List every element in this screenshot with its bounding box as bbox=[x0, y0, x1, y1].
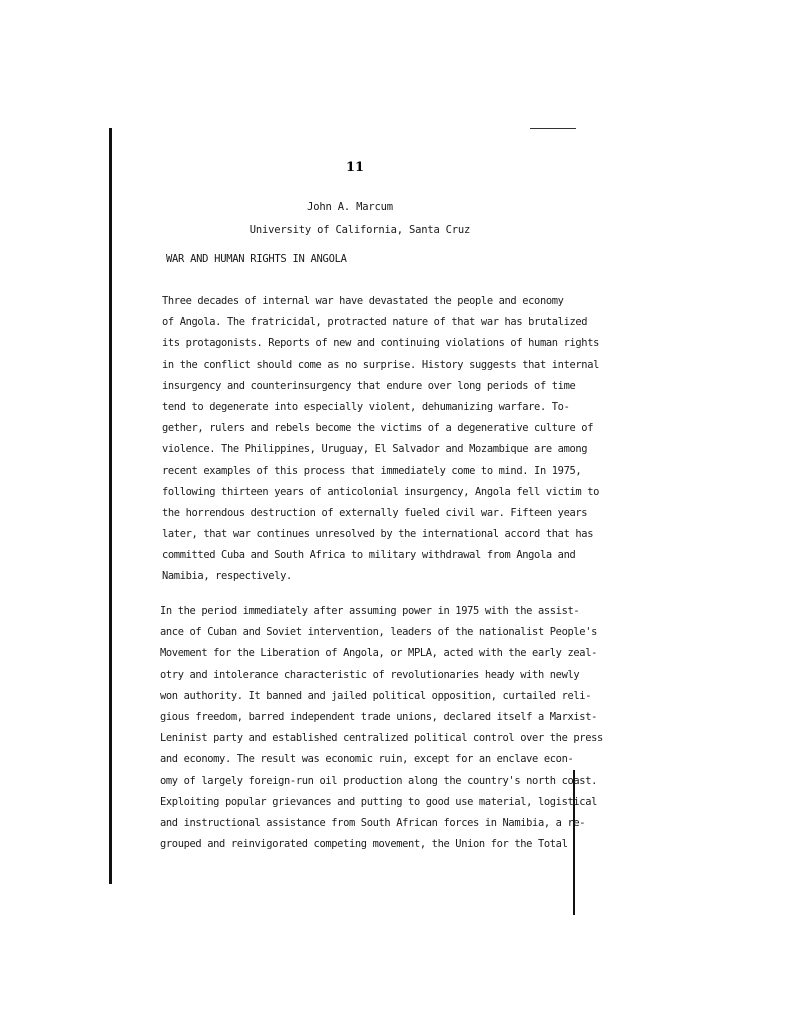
text-line: the horrendous destruction of externally fueled civil war. Fifteen years bbox=[162, 506, 588, 519]
text-line: Namibia, respectively. bbox=[162, 570, 292, 583]
scan-mark-top bbox=[530, 128, 576, 129]
body-paragraph-2 bbox=[160, 601, 603, 855]
text-line: violence. The Philippines, Uruguay, El Salvador and Mozambique are among bbox=[162, 443, 588, 456]
document-title: WAR AND HUMAN RIGHTS IN ANGOLA bbox=[166, 253, 347, 265]
author-name: John A. Marcum bbox=[307, 201, 393, 213]
text-line: committed Cuba and South Africa to military withdrawal from Angola and bbox=[162, 549, 576, 562]
text-line: tend to degenerate into especially violent, dehumanizing warfare. To- bbox=[162, 400, 570, 413]
text-line: its protagonists. Reports of new and continuing violations of human rights bbox=[162, 337, 600, 350]
text-line: Exploiting popular grievances and putting to good use material, logistical bbox=[160, 795, 598, 808]
text-line: in the conflict should come as no surprise. History suggests that internal bbox=[162, 358, 600, 371]
author-affiliation: University of California, Santa Cruz bbox=[249, 224, 471, 236]
text-line: later, that war continues unresolved by the international accord that has bbox=[162, 528, 594, 541]
text-line: otry and intolerance characteristic of revolutionaries heady with newly bbox=[160, 668, 580, 681]
text-line: Movement for the Liberation of Angola, or MPLA, acted with the early zeal- bbox=[160, 647, 598, 660]
text-line: omy of largely foreign-run oil production along the country's north coast. bbox=[160, 774, 598, 787]
text-line: grouped and reinvigorated competing movement, the Union for the Total bbox=[160, 838, 568, 851]
text-line: insurgency and counterinsurgency that endure over long periods of time bbox=[162, 379, 576, 392]
text-line: and economy. The result was economic ruin, except for an enclave econ- bbox=[160, 753, 574, 766]
text-line: recent examples of this process that immediately come to mind. In 1975, bbox=[162, 464, 582, 477]
text-line: In the period immediately after assuming power in 1975 with the assist- bbox=[160, 605, 580, 617]
page-number: 11 bbox=[345, 160, 365, 175]
text-line: won authority. It banned and jailed political opposition, curtailed reli- bbox=[160, 689, 592, 702]
text-line: and instructional assistance from South African forces in Namibia, a re- bbox=[160, 816, 586, 829]
text-line: gious freedom, barred independent trade unions, declared itself a Marxist- bbox=[160, 710, 598, 723]
text-line: ance of Cuban and Soviet intervention, leaders of the nationalist People's bbox=[160, 626, 598, 639]
text-line: Three decades of internal war have devastated the people and economy bbox=[162, 295, 564, 307]
text-line: gether, rulers and rebels become the victims of a degenerative culture of bbox=[162, 422, 594, 435]
text-line: Leninist party and established centralized political control over the press bbox=[160, 732, 603, 745]
text-line: following thirteen years of anticolonial insurgency, Angola fell victim to bbox=[162, 485, 600, 498]
scan-edge-left bbox=[109, 128, 112, 884]
text-line: of Angola. The fratricidal, protracted nature of that war has brutalized bbox=[162, 316, 588, 329]
body-paragraph-1 bbox=[162, 291, 599, 588]
